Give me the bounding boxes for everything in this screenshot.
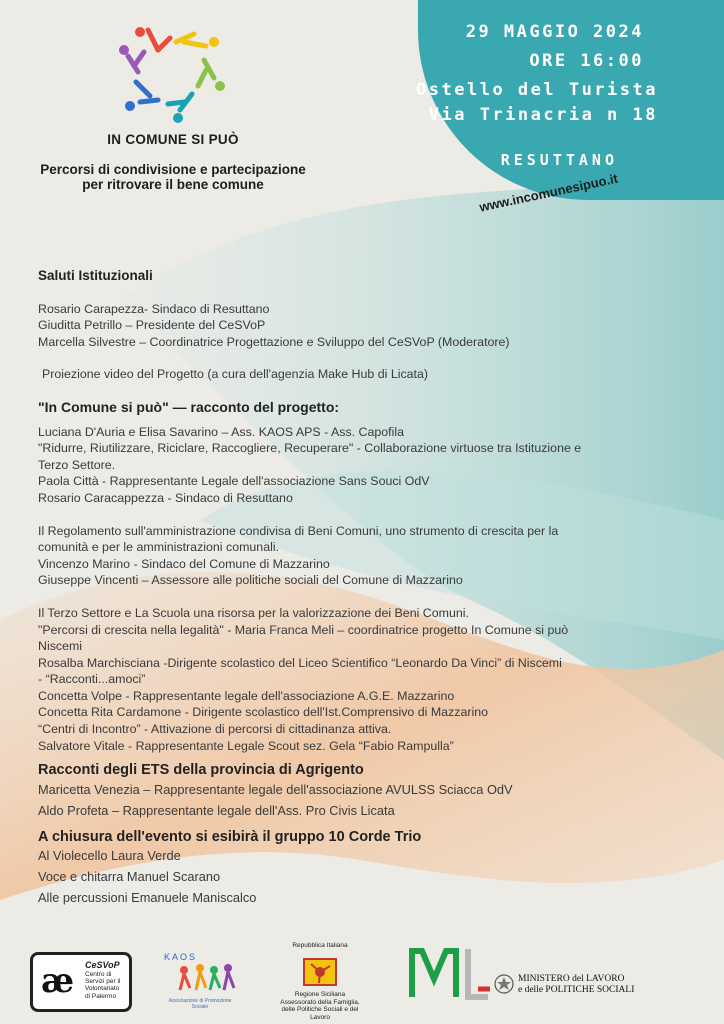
cesvop-line: Servizi per il bbox=[85, 978, 121, 986]
regione-sicilia-logo bbox=[276, 942, 364, 1021]
program-line: comunità e per le amministrazioni comunali. bbox=[38, 540, 280, 555]
program-line: Marcella Silvestre – Coordinatrice Progettazione e Sviluppo del CeSVoP (Moderatore) bbox=[38, 334, 510, 349]
event-venue: Ostello del Turista bbox=[416, 80, 658, 100]
cesvop-mark-icon: æ bbox=[41, 961, 75, 1001]
brand-subtitle bbox=[20, 162, 326, 192]
program-line: Al Violecello Laura Verde bbox=[38, 848, 181, 864]
cesvop-logo bbox=[30, 952, 132, 1012]
ministero-line: MINISTERO del LAVORO bbox=[518, 974, 625, 984]
program-line: “Centri di Incontro” - Attivazione di percorsi di cittadinanza attiva. bbox=[38, 722, 392, 737]
kaos-figures-icon bbox=[174, 962, 238, 996]
event-info bbox=[402, 0, 702, 190]
website-link[interactable]: www.incomunesipuo.it bbox=[478, 170, 620, 215]
cesvop-description bbox=[85, 971, 131, 1000]
italian-emblem-icon bbox=[494, 974, 514, 994]
program-line: Rosalba Marchisciana -Dirigente scolastico del Liceo Scientifico “Leonardo Da Vinci” di Niscemi bbox=[38, 655, 562, 670]
sicilia-line: Lavoro bbox=[310, 1013, 330, 1021]
program-line: Il Terzo Settore e La Scuola una risorsa per la valorizzazione dei Beni Comuni. bbox=[38, 605, 469, 620]
program-line: "Percorsi di crescita nella legalità" - Maria Franca Meli – coordinatrice progetto In Comune si può bbox=[38, 622, 569, 637]
brand-subtitle-line: per ritrovare il bene comune bbox=[82, 177, 264, 192]
cesvop-line: Volontariato bbox=[85, 985, 120, 993]
program-line: Proiezione video del Progetto (a cura dell'agenzia Make Hub di Licata) bbox=[42, 367, 429, 382]
program-line: Il Regolamento sull'amministrazione condivisa di Beni Comuni, uno strumento di crescita per la bbox=[38, 523, 559, 538]
kaos-logo bbox=[160, 950, 240, 1010]
program-line: Rosario Carapezza- Sindaco di Resuttano bbox=[38, 301, 270, 316]
program-line: Voce e chitarra Manuel Scarano bbox=[38, 869, 221, 885]
event-town: RESUTTANO bbox=[500, 151, 618, 169]
sicilia-line: delle Politiche Sociali e del bbox=[281, 1006, 359, 1013]
cesvop-line: di Palermo bbox=[85, 992, 117, 1000]
program-line: Maricetta Venezia – Rappresentante legale dell'associazione AVULSS Sciacca OdV bbox=[38, 781, 513, 797]
brand-subtitle-line: Percorsi di condivisione e partecipazione bbox=[40, 162, 306, 177]
section-title-chiusura: A chiusura dell'evento si esibirà il gruppo 10 Corde Trio bbox=[38, 828, 422, 845]
ministero-name bbox=[518, 974, 634, 996]
program-line: "Ridurre, Riutilizzare, Riciclare, Raccogliere, Recuperare" - Collaborazione virtuose tra Istituzione e bbox=[38, 441, 582, 456]
section-title-racconto: "In Comune si può" — racconto del progetto: bbox=[38, 398, 340, 415]
cesvop-line: Centro di bbox=[85, 971, 112, 978]
event-program bbox=[38, 268, 678, 908]
program-line: Concetta Rita Cardamone - Dirigente scolastico dell'Ist.Comprensivo di Mazzarino bbox=[38, 705, 488, 720]
cesvop-name: CeSVoP bbox=[85, 960, 120, 970]
event-date: 29 MAGGIO 2024 bbox=[465, 22, 644, 42]
kaos-subtitle: Associazione di Promozione Sociale bbox=[168, 998, 232, 1010]
program-line: Vincenzo Marino - Sindaco del Comune di Mazzarino bbox=[38, 556, 330, 571]
brand-title: IN COMUNE SI PUÒ bbox=[107, 132, 239, 147]
sicilia-top: Repubblica Italiana bbox=[292, 942, 348, 949]
sicilia-line: Assessorato della Famiglia, bbox=[280, 998, 360, 1006]
program-line: Alle percussioni Emanuele Maniscalco bbox=[38, 890, 257, 906]
program-line: - “Racconti...amoci” bbox=[38, 672, 146, 687]
program-line: Aldo Profeta – Rappresentante legale dell'Ass. Pro Civis Licata bbox=[38, 802, 395, 818]
program-line: Terzo Settore. bbox=[38, 457, 116, 472]
trinacria-crest-icon bbox=[303, 958, 337, 986]
section-title-ets: Racconti degli ETS della provincia di Agrigento bbox=[38, 762, 364, 779]
sicilia-line: Regione Siciliana bbox=[294, 991, 346, 998]
program-line: Giuseppe Vincenti – Assessore alle politiche sociali del Comune di Mazzarino bbox=[38, 573, 463, 588]
program-line: Salvatore Vitale - Rappresentante Legale Scout sez. Gela “Fabio Rampulla” bbox=[38, 738, 454, 753]
section-title-saluti: Saluti Istituzionali bbox=[38, 268, 153, 283]
in-comune-logo-icon bbox=[118, 20, 228, 124]
program-line: Giuditta Petrillo – Presidente del CeSVoP bbox=[38, 318, 266, 333]
program-line: Rosario Caracappezza - Sindaco di Resuttano bbox=[38, 490, 293, 505]
event-street: Via Trinacria n 18 bbox=[428, 105, 658, 125]
event-time: ORE 16:00 bbox=[529, 51, 644, 71]
program-line: Niscemi bbox=[38, 639, 83, 654]
ministero-ml-logo-icon bbox=[408, 945, 492, 1001]
program-line: Concetta Volpe - Rappresentante legale dell'associazione A.G.E. Mazzarino bbox=[38, 688, 455, 703]
program-line: Paola Città - Rappresentante Legale dell'associazione Sans Souci OdV bbox=[38, 474, 430, 489]
program-line: Luciana D'Auria e Elisa Savarino – Ass. KAOS APS - Ass. Capofila bbox=[38, 424, 405, 439]
ministero-line: e delle POLITICHE SOCIALI bbox=[518, 985, 635, 995]
kaos-name: KAOS bbox=[164, 952, 198, 962]
